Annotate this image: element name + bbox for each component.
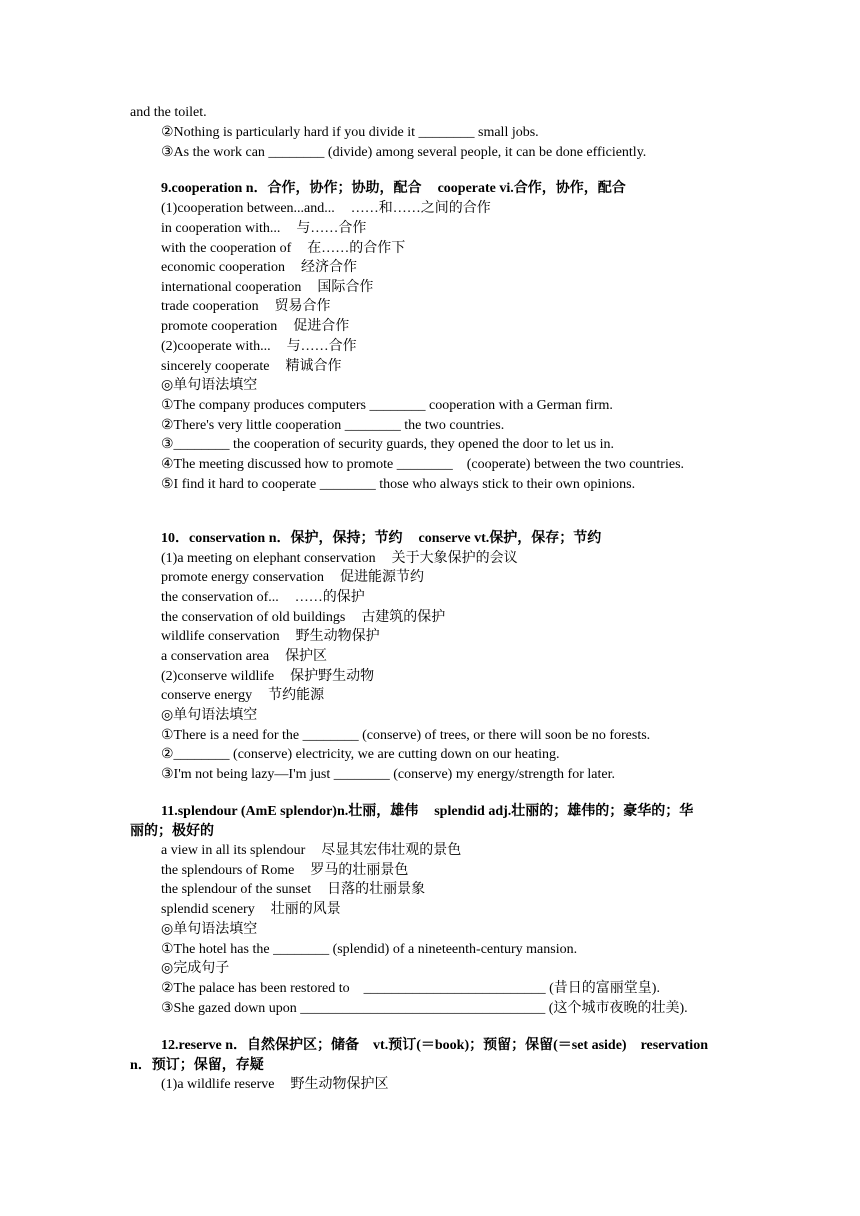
- phrase-en: sincerely cooperate: [161, 359, 270, 374]
- phrase-line: [161, 318, 349, 336]
- phrase-zh: 尽显其宏伟壮观的景色: [321, 843, 462, 858]
- text-line: and the toilet.: [130, 105, 207, 120]
- phrase-en: economic cooperation: [161, 260, 286, 275]
- exercise-line: ②There's very little cooperation ________ the two countries.: [161, 418, 505, 433]
- phrase-line: [161, 279, 373, 297]
- section-heading-cont: n．预订；保留，存疑: [130, 1058, 264, 1073]
- phrase-en: wildlife conservation: [161, 629, 280, 644]
- phrase-line: [161, 842, 461, 860]
- exercise-line: ③________ the cooperation of security guards, they opened the door to let us in.: [161, 437, 615, 452]
- phrase-zh: 与……合作: [296, 221, 367, 236]
- exercise-line: ③She gazed down upon ___________________________________ (这个城市夜晚的壮美).: [161, 1001, 688, 1016]
- phrase-line: [161, 881, 425, 899]
- section-heading: [161, 530, 601, 548]
- phrase-zh: 关于大象保护的会议: [391, 551, 518, 566]
- task-label: ◎单句语法填空: [161, 708, 258, 723]
- heading-adj: splendid adj.壮丽的；雄伟的；豪华的；华: [434, 804, 694, 819]
- phrase-line: [161, 668, 374, 686]
- phrase-line: [161, 298, 331, 316]
- phrase-zh: 经济合作: [301, 260, 358, 275]
- phrase-line: [161, 862, 408, 880]
- task-label: ◎单句语法填空: [161, 378, 258, 393]
- phrase-zh: 促进能源节约: [340, 570, 425, 585]
- phrase-zh: 国际合作: [317, 280, 374, 295]
- exercise-line: ①There is a need for the ________ (conserve) of trees, or there will soon be no forests.: [161, 728, 651, 743]
- phrase-en: trade cooperation: [161, 299, 259, 314]
- task-label: ◎完成句子: [161, 961, 230, 976]
- phrase-zh: 罗马的壮丽景色: [310, 863, 409, 878]
- exercise-line: ③As the work can ________ (divide) among several people, it can be done efficiently.: [161, 145, 647, 160]
- phrase-en: conserve energy: [161, 688, 253, 703]
- phrase-zh: ……的保护: [294, 590, 365, 605]
- phrase-line: [161, 259, 357, 277]
- phrase-line: [161, 240, 405, 258]
- phrase-line: [161, 589, 365, 607]
- heading-verb: conserve vt.保护，保存；节约: [418, 531, 602, 546]
- phrase-en: promote cooperation: [161, 319, 278, 334]
- exercise-line: ②Nothing is particularly hard if you divide it ________ small jobs.: [161, 125, 539, 140]
- phrase-en: international cooperation: [161, 280, 302, 295]
- phrase-line: [161, 220, 366, 238]
- phrase-zh: 贸易合作: [274, 299, 331, 314]
- phrase-zh: 保护区: [285, 649, 328, 664]
- phrase-line: [161, 550, 518, 568]
- phrase-en: (1)a wildlife reserve: [161, 1077, 275, 1092]
- phrase-line: [161, 358, 341, 376]
- phrase-line: [161, 569, 424, 587]
- exercise-line: ⑤I find it hard to cooperate ________ those who always stick to their own opinions.: [161, 477, 636, 492]
- phrase-en: (1)a meeting on elephant conservation: [161, 551, 376, 566]
- phrase-zh: 保护野生动物: [290, 669, 375, 684]
- heading-noun: 10．conservation n．保护，保持；节约: [161, 531, 403, 546]
- phrase-en: in cooperation with...: [161, 221, 281, 236]
- phrase-line: [161, 1076, 389, 1094]
- phrase-en: the splendours of Rome: [161, 863, 295, 878]
- phrase-zh: ……和……之间的合作: [350, 201, 491, 216]
- exercise-line: ②________ (conserve) electricity, we are cutting down on our heating.: [161, 747, 560, 762]
- phrase-zh: 与……合作: [286, 339, 357, 354]
- phrase-en: the conservation of old buildings: [161, 610, 346, 625]
- phrase-zh: 野生动物保护区: [290, 1077, 389, 1092]
- phrase-line: [161, 687, 324, 705]
- phrase-en: (2)cooperate with...: [161, 339, 271, 354]
- phrase-line: [161, 648, 327, 666]
- phrase-zh: 在……的合作下: [307, 241, 406, 256]
- phrase-en: splendid scenery: [161, 902, 255, 917]
- heading-noun: 11.splendour (AmE splendor)n.壮丽，雄伟: [161, 804, 419, 819]
- section-heading-cont: 丽的；极好的: [130, 824, 214, 839]
- phrase-line: [161, 338, 357, 356]
- phrase-zh: 节约能源: [268, 688, 325, 703]
- exercise-line: ③I'm not being lazy—I'm just ________ (conserve) my energy/strength for later.: [161, 767, 615, 782]
- exercise-line: ①The hotel has the ________ (splendid) of a nineteenth-century mansion.: [161, 942, 578, 957]
- section-heading: [161, 803, 693, 821]
- phrase-line: [161, 609, 445, 627]
- section-heading: [161, 180, 626, 198]
- exercise-line: ④The meeting discussed how to promote ________ (cooperate) between the two countries.: [161, 457, 685, 472]
- heading-noun: 9.cooperation n．合作，协作；协助，配合: [161, 181, 422, 196]
- phrase-zh: 古建筑的保护: [361, 610, 446, 625]
- phrase-line: [161, 200, 491, 218]
- phrase-en: promote energy conservation: [161, 570, 325, 585]
- phrase-zh: 壮丽的风景: [270, 902, 341, 917]
- section-heading: 12.reserve n．自然保护区；储备 vt.预订(＝book)；预留；保留(＝set aside) reservation: [161, 1038, 708, 1053]
- phrase-en: with the cooperation of: [161, 241, 292, 256]
- phrase-en: a view in all its splendour: [161, 843, 306, 858]
- phrase-en: the conservation of...: [161, 590, 279, 605]
- phrase-en: the splendour of the sunset: [161, 882, 312, 897]
- phrase-en: a conservation area: [161, 649, 270, 664]
- phrase-line: [161, 628, 380, 646]
- exercise-line: ②The palace has been restored to __________________________ (昔日的富丽堂皇).: [161, 981, 660, 996]
- phrase-zh: 促进合作: [293, 319, 350, 334]
- phrase-line: [161, 901, 341, 919]
- phrase-en: (1)cooperation between...and...: [161, 201, 335, 216]
- task-label: ◎单句语法填空: [161, 922, 258, 937]
- heading-verb: cooperate vi.合作，协作，配合: [437, 181, 626, 196]
- phrase-en: (2)conserve wildlife: [161, 669, 275, 684]
- phrase-zh: 野生动物保护: [295, 629, 380, 644]
- phrase-zh: 日落的壮丽景象: [327, 882, 426, 897]
- phrase-zh: 精诚合作: [285, 359, 342, 374]
- exercise-line: ①The company produces computers ________ cooperation with a German firm.: [161, 398, 613, 413]
